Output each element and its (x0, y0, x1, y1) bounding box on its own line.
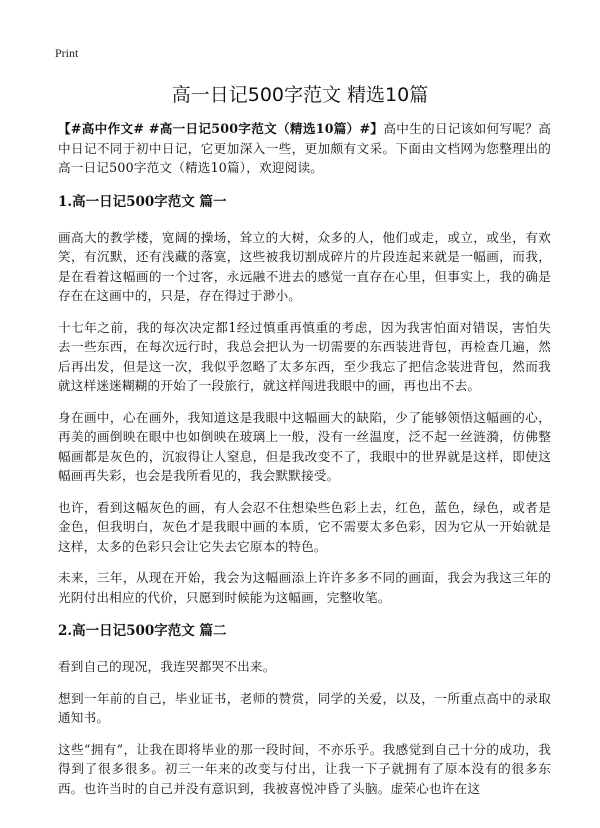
section-heading: 1.高一日记500字范文 篇一 (58, 193, 227, 210)
page-title: 高一日记500字范文 精选10篇 (171, 84, 429, 106)
body-paragraph: 看到自己的现况，我连哭都哭不出来。 (58, 659, 276, 674)
intro-text: 高中生的日记该如何写呢？高中日记不同于初中日记，它更加深入一些，更加颇有文采。下面由文档网为您整理出的高一日记500字范文（精选10篇），欢迎阅读。 (58, 121, 551, 175)
body-paragraph: 十七年之前，我的每次决定都1经过慎重再慎重的考虑，因为我害怕面对错误，害怕失去一些东西，在每次远行时，我总会把认为一切需要的东西装进背包，再检查几遍，然后再出发，但是这一次，我似乎忽略了太多东西，至少我忘了把信念装进背包，然而我就这样迷迷糊糊的开始了一段旅行，就这样闯进我眼中的画，再也出不去。 (58, 319, 551, 393)
article-body (58, 119, 551, 810)
intro-paragraph (58, 119, 551, 178)
body-paragraph: 也许，看到这幅灰色的画，有人会忍不住想染些色彩上去，红色，蓝色，绿色，或者是金色，但我明白，灰色才是我眼中画的本质，它不需要太多色彩，因为它从一开始就是这样，太多的色彩只会让它失去它原本的特色。 (58, 499, 551, 554)
body-paragraph: 身在画中，心在画外，我知道这是我眼中这幅画大的缺陷，少了能够领悟这幅画的心，再美的画倒映在眼中也如倒映在玻璃上一般，没有一丝温度，泛不起一丝涟漪，仿佛整幅画都是灰色的，沉寂得让人窒息，但是我改变不了，我眼中的世界就是这样，即使这幅画再失彩，也会是我所看见的，我会默默接受。 (58, 409, 551, 483)
body-paragraph: 这些“拥有”，让我在即将毕业的那一段时间，不亦乐乎。我感觉到自己十分的成功，我得到了很多很多。初三一年来的改变与付出，让我一下子就拥有了原本没有的很多东西。也许当时的自己并没有意识到，我被喜悦冲昏了头脑。虚荣心也许在这 (58, 741, 551, 796)
body-paragraph: 想到一年前的自己，毕业证书，老师的赞赏，同学的关爱，以及，一所重点高中的录取通知书。 (58, 690, 551, 725)
body-paragraph: 画高大的教学楼，宽阔的操场，耸立的大树，众多的人，他们或走，或立，或坐，有欢笑，有沉默，还有浅藏的落寞，这些被我切割成碎片的片段连起来就是一幅画，而我，是在看着这幅画的一个过客，永远融不进去的感觉一直存在心里，但事实上，我的确是存在在这画中的，只是，存在得过于渺小。 (58, 229, 551, 303)
intro-tags: 【#高中作文# #高一日记500字范文（精选10篇）#】 (58, 121, 384, 136)
print-link[interactable]: Print (55, 46, 79, 60)
section-heading: 2.高一日记500字范文 篇二 (58, 623, 227, 639)
body-paragraph: 未来，三年，从现在开始，我会为这幅画添上许许多多不同的画面，我会为我这三年的光阴付出相应的代价，只愿到时候能为这幅画，完整收笔。 (58, 570, 551, 605)
